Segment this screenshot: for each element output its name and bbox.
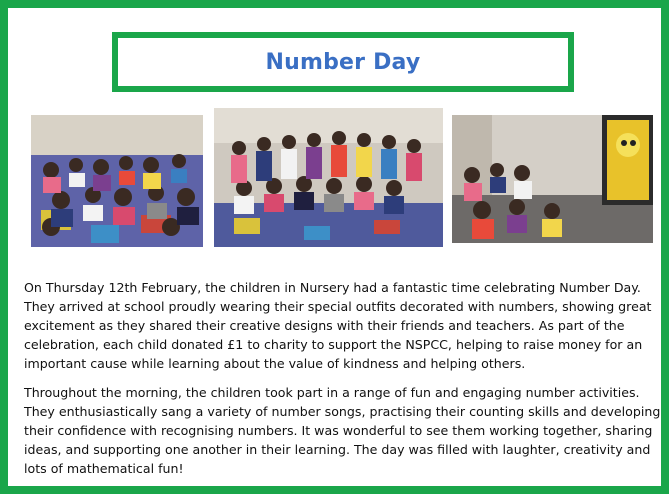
paragraph-2: Throughout the morning, the children took part in a range of fun and engaging number activities. They enthusiastically sang a variety of number songs, practising their counting skills and developing their confidence with recognising numbers. It was wonderful to see them working together, sharing ideas, and supporting one another in their learning. The day was filled with laughter, creativity and lots of mathematical fun! — [24, 385, 661, 476]
photo-1-image — [31, 115, 203, 247]
photo-children-watching-screen — [452, 115, 653, 243]
page-title: Number Day — [265, 49, 421, 75]
paragraph-1: On Thursday 12th February, the children in Nursery had a fantastic time celebrating Number Day. They arrived at school proudly wearing their special outfits decorated with numbers, showing great excitement as they shared their creative designs with their friends and teachers. As part of the celebration, each child donated £1 to charity to support the NSPCC, helping to raise money for an important cause while learning about the value of kindness and helping others. — [24, 280, 652, 371]
article-body — [24, 278, 662, 488]
photo-2-image — [214, 108, 443, 247]
photo-3-image — [452, 115, 653, 243]
photo-children-sitting — [31, 115, 203, 247]
photo-children-standing — [214, 108, 443, 247]
title-box — [112, 32, 574, 92]
